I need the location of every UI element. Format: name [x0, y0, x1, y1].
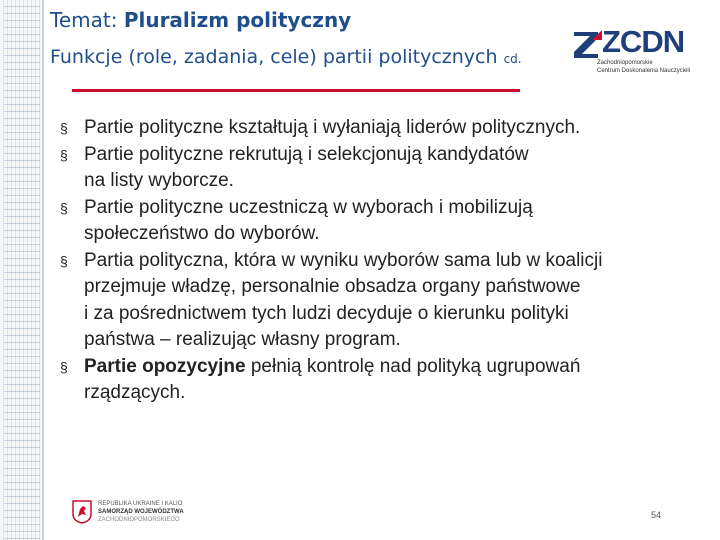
bullet-marker-icon: § — [60, 120, 68, 136]
title-underline — [72, 89, 520, 92]
bullet-marker-icon: § — [60, 199, 68, 216]
bullet-text-line: i za pośrednictwem tych ludzi decyduje o kierunku polityki — [84, 302, 569, 324]
bullet-bold-lead: Partie opozycyjne — [84, 355, 246, 377]
slide-subtitle — [50, 46, 522, 68]
bullet-text-line: państwa – realizując własny program. — [84, 329, 401, 350]
regional-government-logo — [72, 498, 192, 528]
griffin-crest-icon — [72, 500, 92, 524]
topic-title: Pluralizm polityczny — [123, 8, 352, 32]
zcdn-logo-subtitle-2: Centrum Doskonalenia Nauczycieli — [597, 68, 691, 74]
bullet-item — [58, 142, 698, 195]
bullet-text-line: Partia polityczna, która w wyniku wyborów sama lub w koalicji — [84, 249, 603, 271]
zcdn-logo-subtitle-1: Zachodniopomorskie — [597, 60, 653, 66]
footer-logo-line-3: ZACHODNIOPOMORSKIEGO — [98, 517, 180, 523]
bullet-text-line: Partie polityczne uczestniczą w wyborach i mobilizują — [84, 196, 533, 218]
footer-logo-line-1: REPUBLIKA UKRAINE I KALIO — [98, 501, 183, 507]
page-number: 54 — [651, 510, 662, 520]
bullet-text-line: Partie polityczne rekrutują i selekcjonują kandydatów — [84, 143, 529, 165]
bullet-item — [58, 115, 698, 142]
bullet-item — [58, 354, 698, 407]
bullet-text-line: pełnią kontrolę nad polityką ugrupowań — [245, 355, 581, 377]
subtitle-suffix: cd. — [503, 52, 522, 66]
handwriting-texture — [4, 0, 40, 540]
bullet-item — [58, 248, 698, 354]
bullet-item — [58, 195, 698, 248]
decorative-side-strip — [0, 0, 44, 540]
bullet-marker-icon: § — [60, 358, 68, 375]
zcdn-logo-mark — [572, 30, 602, 58]
bullet-text-line: Partie polityczne kształtują i wyłaniają liderów politycznych. — [84, 117, 581, 138]
side-strip-edge — [42, 0, 44, 540]
bullet-text-line: przejmuje władzę, personalnie obsadza organy państwowe — [84, 276, 581, 297]
zcdn-logo-text: ZCDN — [602, 24, 685, 59]
bullet-marker-icon: § — [60, 252, 68, 269]
bullet-list — [58, 115, 698, 407]
zcdn-logo — [572, 24, 691, 76]
slide-topic — [50, 8, 351, 32]
topic-prefix: Temat: — [50, 8, 124, 32]
bullet-marker-icon: § — [60, 146, 68, 163]
subtitle-text: Funkcje (role, zadania, cele) partii politycznych — [50, 46, 498, 68]
footer-logo-line-2: SAMORZĄD WOJEWÓDZTWA — [98, 509, 184, 515]
bullet-text-line: rządzących. — [84, 382, 186, 403]
bullet-text-line: na listy wyborcze. — [84, 170, 234, 191]
bullet-text-line: społeczeństwo do wyborów. — [84, 223, 320, 244]
